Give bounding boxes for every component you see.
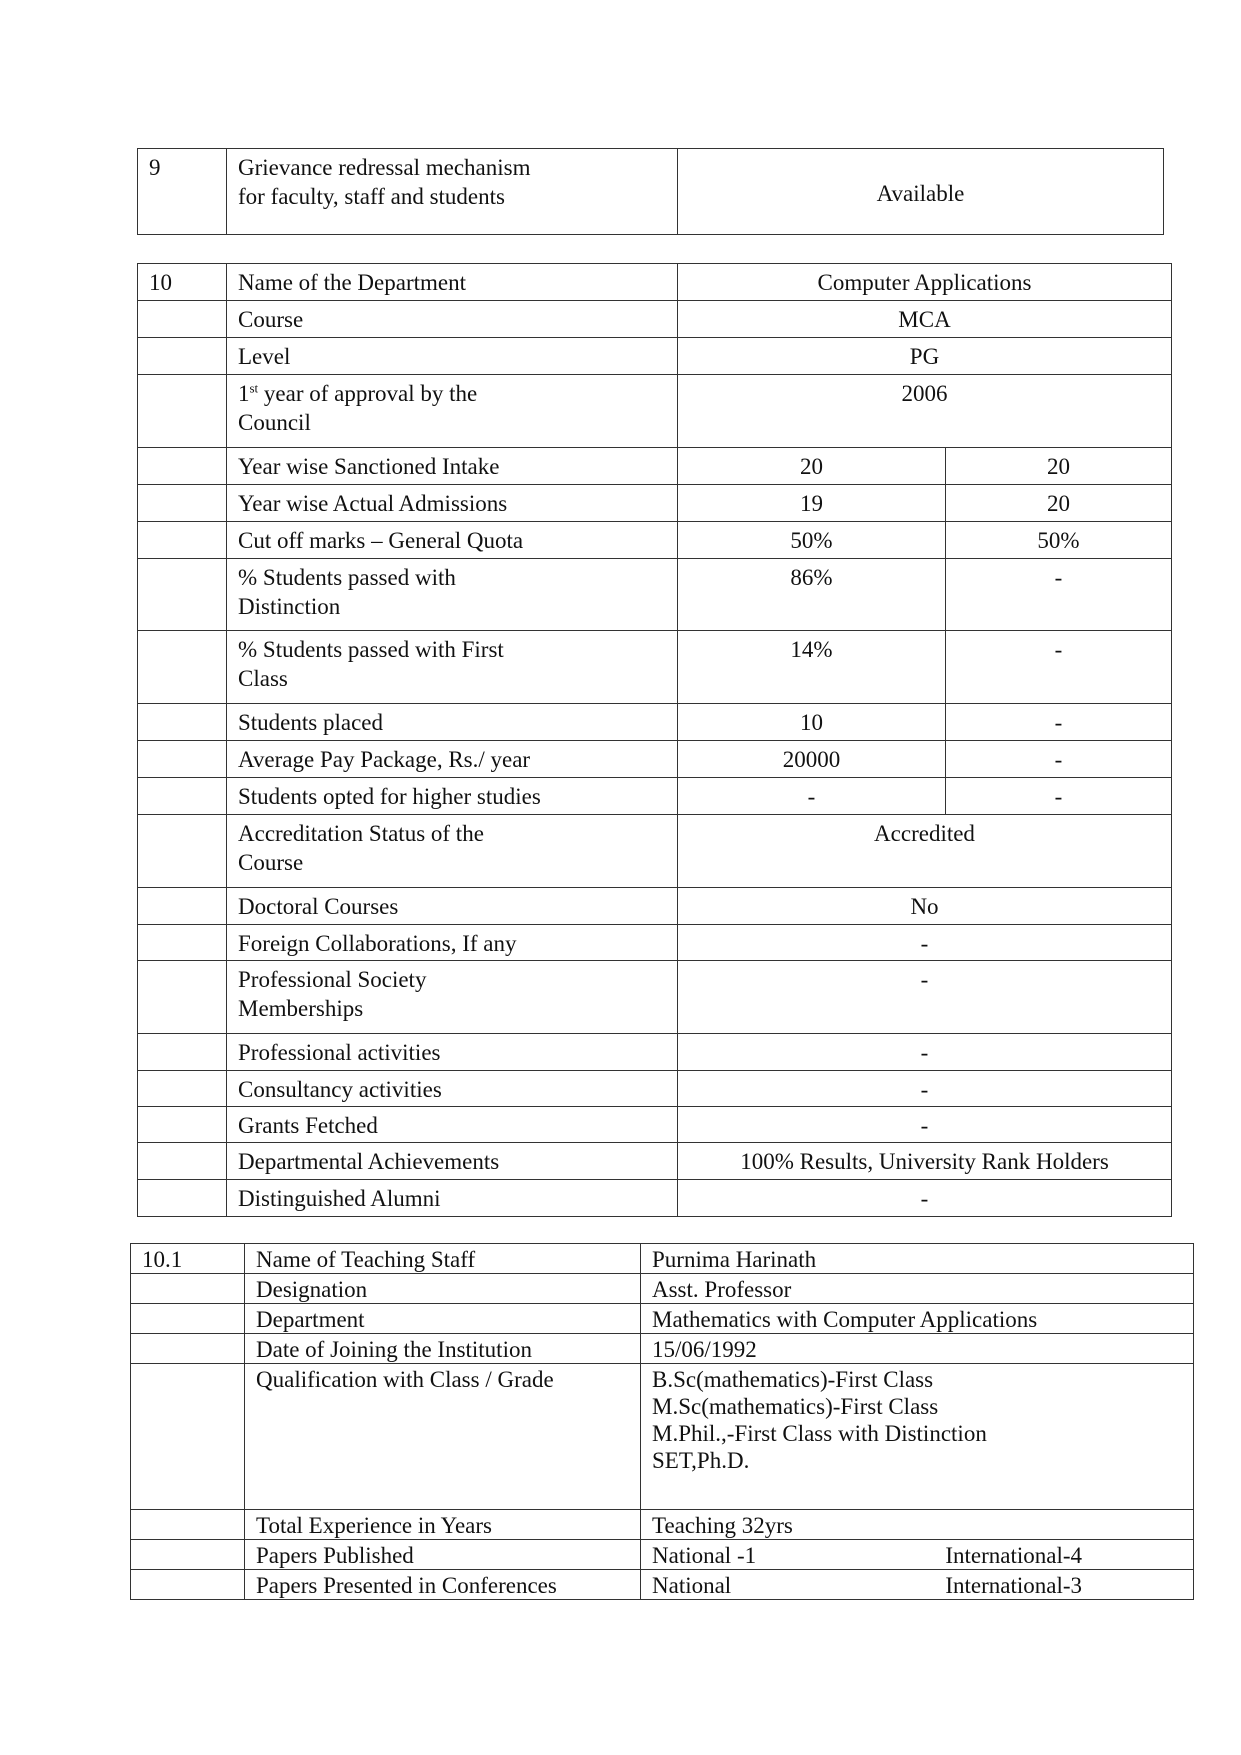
qualification-item: B.Sc(mathematics)-First Class <box>652 1367 934 1392</box>
row-label: Students placed <box>227 704 678 741</box>
table-row <box>138 375 1172 448</box>
teaching-staff-table <box>130 1243 1194 1600</box>
table-row <box>138 522 1172 559</box>
approval-label-line <box>238 379 666 408</box>
empty-cell <box>138 925 227 961</box>
table-row <box>138 1180 1172 1217</box>
table-row <box>138 338 1172 375</box>
table-row <box>138 264 1172 301</box>
row-value: - <box>678 1180 1172 1217</box>
table-row <box>138 741 1172 778</box>
row-value: 15/06/1992 <box>641 1334 1194 1364</box>
empty-cell <box>138 522 227 559</box>
row-value: 20000 <box>678 741 946 778</box>
row-label: Year wise Actual Admissions <box>227 485 678 522</box>
row-value: - <box>946 559 1172 631</box>
table-row <box>138 1071 1172 1107</box>
empty-cell <box>138 704 227 741</box>
row-value: 100% Results, University Rank Holders <box>678 1143 1172 1180</box>
table-row <box>138 704 1172 741</box>
label-line: % Students passed with <box>238 565 456 590</box>
section-number: 10 <box>138 264 227 301</box>
row-value: 20 <box>946 485 1172 522</box>
empty-cell <box>138 485 227 522</box>
empty-cell <box>131 1540 245 1570</box>
label-line: Accreditation Status of the <box>238 821 484 846</box>
row-label <box>227 815 678 888</box>
empty-cell <box>131 1274 245 1304</box>
approval-text: year of approval by the <box>258 381 478 406</box>
label-line: Course <box>238 850 304 875</box>
table-row <box>138 559 1172 631</box>
table-row <box>131 1334 1194 1364</box>
row-label: Total Experience in Years <box>245 1510 641 1540</box>
row-value: No <box>678 888 1172 925</box>
grievance-table <box>137 148 1164 235</box>
empty-cell <box>131 1334 245 1364</box>
grievance-label-line: Grievance redressal mechanism <box>238 155 531 180</box>
row-label: Name of the Department <box>227 264 678 301</box>
row-label <box>227 631 678 704</box>
row-value: Mathematics with Computer Applications <box>641 1304 1194 1334</box>
empty-cell <box>138 338 227 375</box>
row-value: MCA <box>678 301 1172 338</box>
table-row <box>131 1540 1194 1570</box>
row-label: Doctoral Courses <box>227 888 678 925</box>
row-label: Name of Teaching Staff <box>245 1244 641 1274</box>
row-value: - <box>678 925 1172 961</box>
row-label: Cut off marks – General Quota <box>227 522 678 559</box>
ordinal-suffix: st <box>249 380 259 396</box>
table-row <box>131 1304 1194 1334</box>
row-value: - <box>678 778 946 815</box>
empty-cell <box>138 1143 227 1180</box>
qualification-list <box>641 1364 1194 1510</box>
row-value: 10 <box>678 704 946 741</box>
table-row <box>138 485 1172 522</box>
papers-split <box>652 1542 1182 1569</box>
table-row <box>138 1143 1172 1180</box>
row-label: Consultancy activities <box>227 1071 678 1107</box>
empty-cell <box>131 1570 245 1600</box>
row-label <box>227 375 678 448</box>
row-value <box>641 1540 1194 1570</box>
row-value <box>641 1570 1194 1600</box>
table-row <box>138 1107 1172 1143</box>
section-number: 10.1 <box>131 1244 245 1274</box>
qualification-item: M.Sc(mathematics)-First Class <box>652 1394 939 1419</box>
table-row <box>138 961 1172 1034</box>
row-label: Foreign Collaborations, If any <box>227 925 678 961</box>
qualification-item: SET,Ph.D. <box>652 1448 750 1473</box>
row-label: Papers Presented in Conferences <box>245 1570 641 1600</box>
papers-international: International-4 <box>945 1543 1082 1568</box>
row-label: Course <box>227 301 678 338</box>
label-line: Distinction <box>238 594 341 619</box>
table-row <box>138 301 1172 338</box>
empty-cell <box>138 559 227 631</box>
row-label: Designation <box>245 1274 641 1304</box>
row-label: Professional activities <box>227 1034 678 1071</box>
row-value: PG <box>678 338 1172 375</box>
row-label: Average Pay Package, Rs./ year <box>227 741 678 778</box>
empty-cell <box>138 741 227 778</box>
row-label: Year wise Sanctioned Intake <box>227 448 678 485</box>
table-row <box>138 1034 1172 1071</box>
table-row <box>138 631 1172 704</box>
row-label: Department <box>245 1304 641 1334</box>
empty-cell <box>138 888 227 925</box>
row-value: - <box>678 961 1172 1034</box>
table-row <box>131 1570 1194 1600</box>
table-row <box>138 778 1172 815</box>
row-label: Departmental Achievements <box>227 1143 678 1180</box>
approval-label-line: Council <box>238 410 311 435</box>
row-value: Purnima Harinath <box>641 1244 1194 1274</box>
conference-split <box>652 1572 1182 1599</box>
empty-cell <box>131 1510 245 1540</box>
empty-cell <box>138 1107 227 1143</box>
table-row <box>138 925 1172 961</box>
row-value: - <box>678 1071 1172 1107</box>
row-label: Date of Joining the Institution <box>245 1334 641 1364</box>
row-value: - <box>678 1034 1172 1071</box>
section-number: 9 <box>138 149 227 235</box>
empty-cell <box>138 301 227 338</box>
row-label: Papers Published <box>245 1540 641 1570</box>
empty-cell <box>131 1364 245 1510</box>
label-line: Memberships <box>238 996 364 1021</box>
conference-national: National <box>652 1573 732 1598</box>
table-row <box>131 1274 1194 1304</box>
row-label: Level <box>227 338 678 375</box>
row-label: Qualification with Class / Grade <box>245 1364 641 1510</box>
approval-ordinal: 1 <box>238 381 250 406</box>
row-value: - <box>946 704 1172 741</box>
empty-cell <box>138 1034 227 1071</box>
empty-cell <box>138 1180 227 1217</box>
row-value: 14% <box>678 631 946 704</box>
table-row <box>131 1510 1194 1540</box>
table-row <box>138 888 1172 925</box>
department-table <box>137 263 1172 1217</box>
row-value: - <box>946 631 1172 704</box>
table-row <box>131 1364 1194 1510</box>
row-value: Accredited <box>678 815 1172 888</box>
empty-cell <box>138 448 227 485</box>
row-value: 2006 <box>678 375 1172 448</box>
label-line: Professional Society <box>238 967 427 992</box>
row-label: Grants Fetched <box>227 1107 678 1143</box>
grievance-value: Available <box>678 149 1164 235</box>
row-value: 20 <box>946 448 1172 485</box>
papers-national: National -1 <box>652 1543 757 1568</box>
table-row <box>138 815 1172 888</box>
row-value: 19 <box>678 485 946 522</box>
row-label <box>227 559 678 631</box>
label-line: Class <box>238 666 288 691</box>
row-value: - <box>946 741 1172 778</box>
row-value: 86% <box>678 559 946 631</box>
row-label <box>227 961 678 1034</box>
table-row <box>138 448 1172 485</box>
grievance-label <box>227 149 678 235</box>
label-line: % Students passed with First <box>238 637 504 662</box>
table-row <box>131 1244 1194 1274</box>
row-label: Students opted for higher studies <box>227 778 678 815</box>
empty-cell <box>138 631 227 704</box>
empty-cell <box>138 375 227 448</box>
row-value: - <box>678 1107 1172 1143</box>
row-value: Computer Applications <box>678 264 1172 301</box>
qualification-item: M.Phil.,-First Class with Distinction <box>652 1421 987 1446</box>
row-value: - <box>946 778 1172 815</box>
empty-cell <box>138 778 227 815</box>
row-value: 20 <box>678 448 946 485</box>
row-value: Teaching 32yrs <box>641 1510 1194 1540</box>
conference-international: International-3 <box>945 1573 1082 1598</box>
row-value: Asst. Professor <box>641 1274 1194 1304</box>
row-label: Distinguished Alumni <box>227 1180 678 1217</box>
row-value: 50% <box>678 522 946 559</box>
grievance-label-line: for faculty, staff and students <box>238 184 505 209</box>
empty-cell <box>138 815 227 888</box>
row-value: 50% <box>946 522 1172 559</box>
empty-cell <box>138 961 227 1034</box>
empty-cell <box>138 1071 227 1107</box>
grievance-row <box>138 149 1164 235</box>
empty-cell <box>131 1304 245 1334</box>
